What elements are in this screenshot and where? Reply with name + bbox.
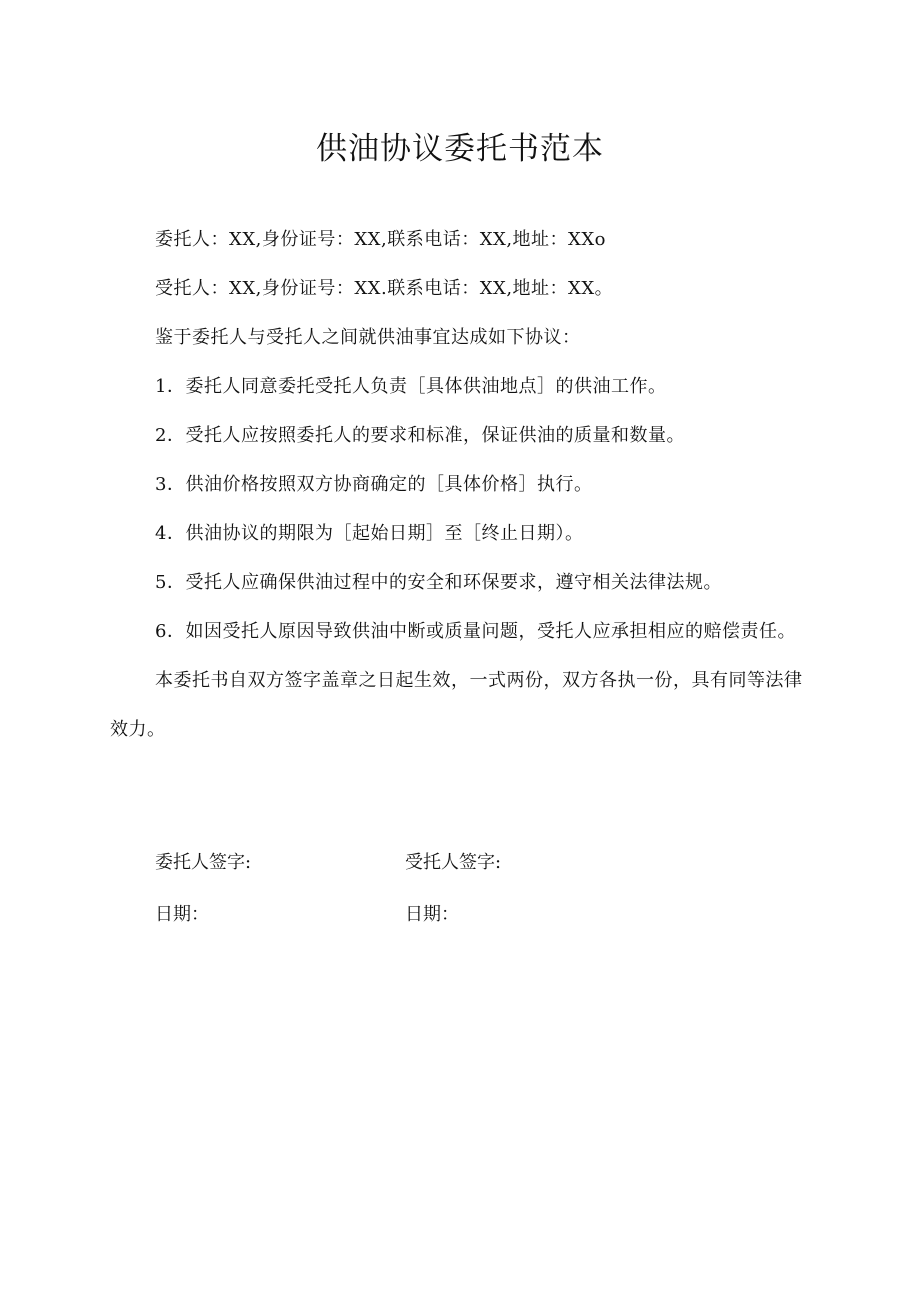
agent-info: 受托人：XX,身份证号：XX.联系电话：XX,地址：XX。 bbox=[155, 278, 614, 299]
effective-clause: 本委托书自双方签字盖章之日起生效，一式两份，双方各执一份，具有同等法律效力。 bbox=[110, 670, 803, 740]
clause-1: 1．委托人同意委托受托人负责［具体供油地点］的供油工作。 bbox=[155, 376, 667, 397]
signature-row bbox=[155, 837, 755, 889]
agent-date-label: 日期： bbox=[405, 904, 459, 925]
principal-signature-label: 委托人签字: bbox=[155, 852, 252, 873]
document-body bbox=[110, 215, 810, 754]
agreement-intro: 鉴于委托人与受托人之间就供油事宜达成如下协议： bbox=[155, 327, 581, 348]
clause-2: 2．受托人应按照委托人的要求和标准，保证供油的质量和数量。 bbox=[155, 425, 685, 446]
clause-5: 5．受托人应确保供油过程中的安全和环保要求，遵守相关法律法规。 bbox=[155, 572, 722, 593]
principal-info: 委托人：XX,身份证号：XX,联系电话：XX,地址：XXo bbox=[155, 229, 607, 250]
clause-3: 3．供油价格按照双方协商确定的［具体价格］执行。 bbox=[155, 474, 593, 495]
agent-signature-label: 受托人签字: bbox=[405, 852, 502, 873]
date-row bbox=[155, 889, 755, 941]
principal-date-label: 日期： bbox=[155, 904, 209, 925]
document-title: 供油协议委托书范本 bbox=[316, 131, 604, 167]
clause-4: 4．供油协议的期限为［起始日期］至［终止日期）。 bbox=[155, 523, 584, 544]
signature-block bbox=[155, 837, 755, 941]
clause-6: 6．如因受托人原因导致供油中断或质量问题，受托人应承担相应的赔偿责任。 bbox=[155, 621, 796, 642]
